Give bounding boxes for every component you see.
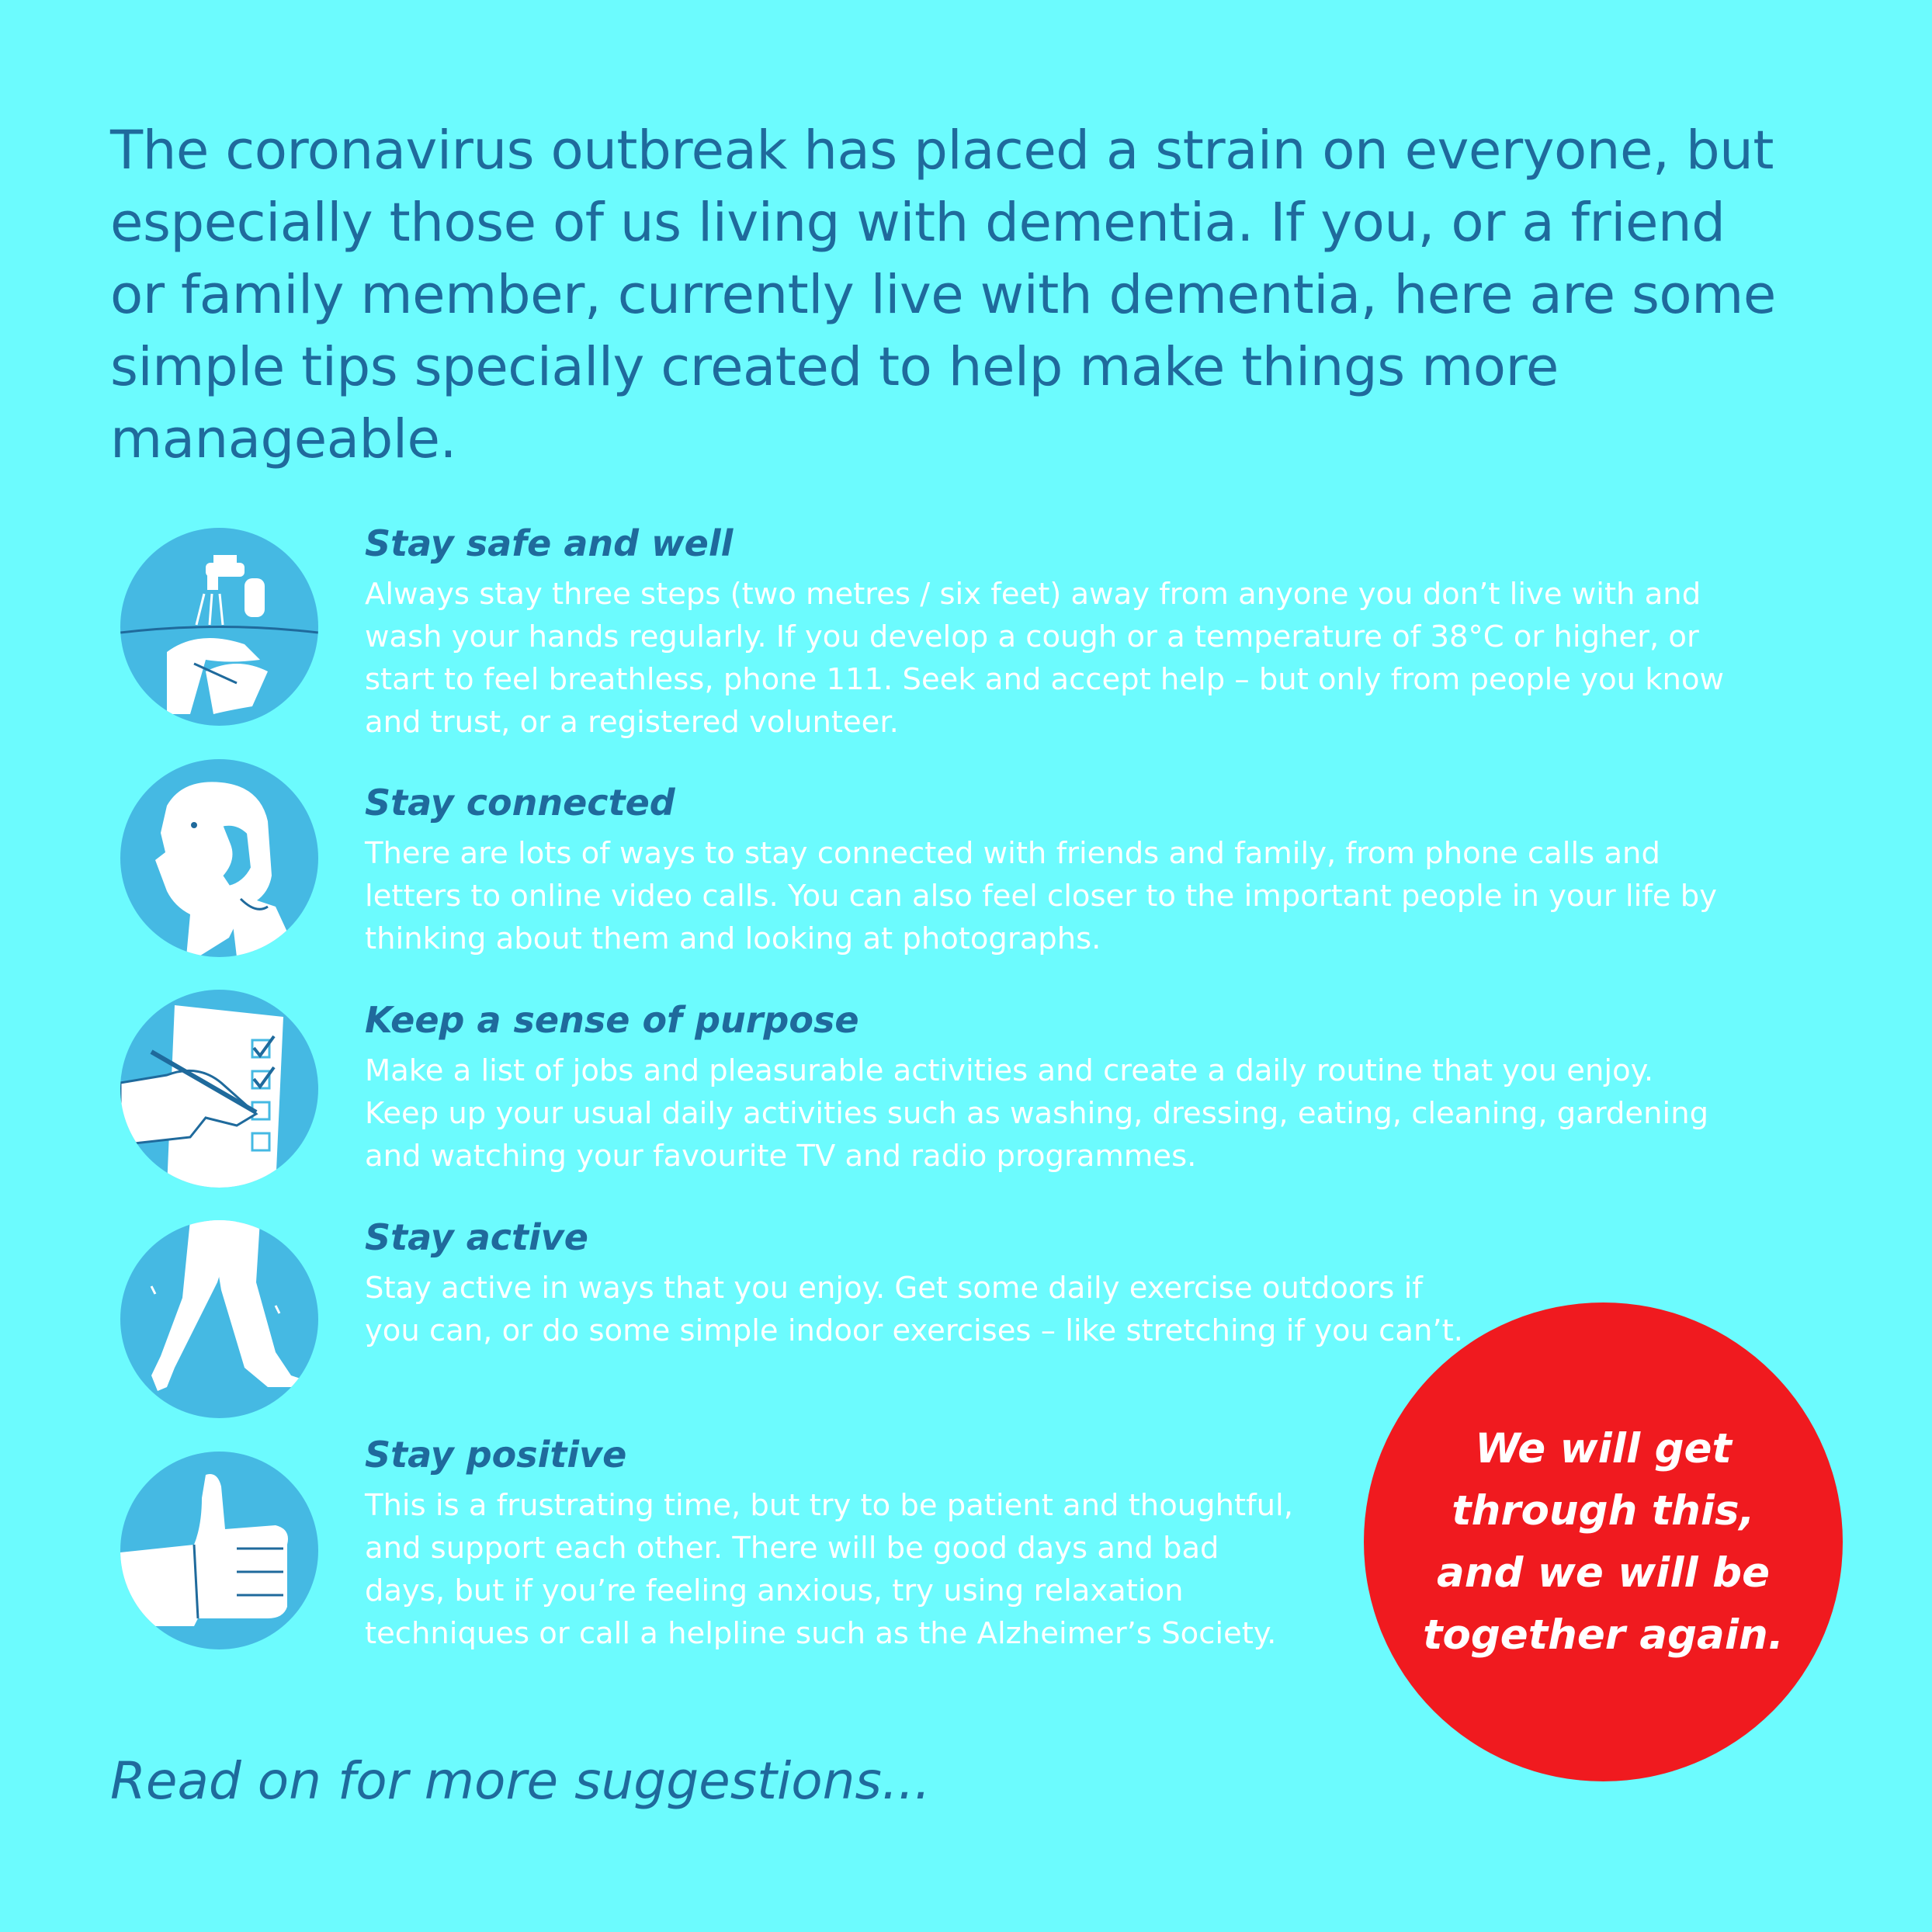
footer-read-more: Read on for more suggestions... xyxy=(110,1751,931,1811)
tip-body: Stay active in ways that you enjoy. Get some daily exercise outdoors if you can, or do some simple indoor exercises – like stretching if you can’t. xyxy=(365,1271,1463,1348)
tip-body: Always stay three steps (two metres / six feet) away from anyone you don’t live with and wash your hands regularly. If you develop a cough or a temperature of 38°C or higher, or start to feel breathless, phone 111. Seek and accept help – but only from people you know and trust, or a registered volunteer. xyxy=(365,577,1724,740)
thumbs-up-icon xyxy=(120,1452,318,1649)
encouragement-badge xyxy=(1364,1302,1843,1781)
tip-body: Make a list of jobs and pleasurable activities and create a daily routine that you enjoy. Keep up your usual daily activities such as washing, dressing, eating, cleaning, gardening and watching your favourite TV and radio programmes. xyxy=(365,1053,1709,1174)
tip-heading: Stay safe and well xyxy=(365,522,734,564)
checklist-icon xyxy=(120,990,318,1188)
walking-legs-icon xyxy=(120,1220,318,1418)
tip-body: This is a frustrating time, but try to be patient and thoughtful, and support each other. There will be good days and bad days, but if you’re feeling anxious, try using relaxation techniques or call a helpline such as the Alzheimer’s Society. xyxy=(365,1488,1293,1651)
tip-heading: Stay active xyxy=(365,1216,588,1258)
handwashing-icon xyxy=(120,528,318,726)
tip-heading: Stay connected xyxy=(365,782,675,824)
tip-body: There are lots of ways to stay connected with friends and family, from phone calls and letters to online video calls. You can also feel closer to the important people in your life by thinking about them and looking at photographs. xyxy=(365,836,1717,956)
badge-text: We will get through this, and we will be together again. xyxy=(1423,1424,1784,1659)
intro-paragraph: The coronavirus outbreak has placed a strain on everyone, but especially those of us living with dementia. If you, or a friend or family member, currently live with dementia, here are some simple tips specially created to help make things more manageable. xyxy=(110,120,1776,470)
tip-heading: Stay positive xyxy=(365,1434,627,1476)
tip-heading: Keep a sense of purpose xyxy=(365,999,859,1041)
phone-call-icon xyxy=(120,759,318,957)
